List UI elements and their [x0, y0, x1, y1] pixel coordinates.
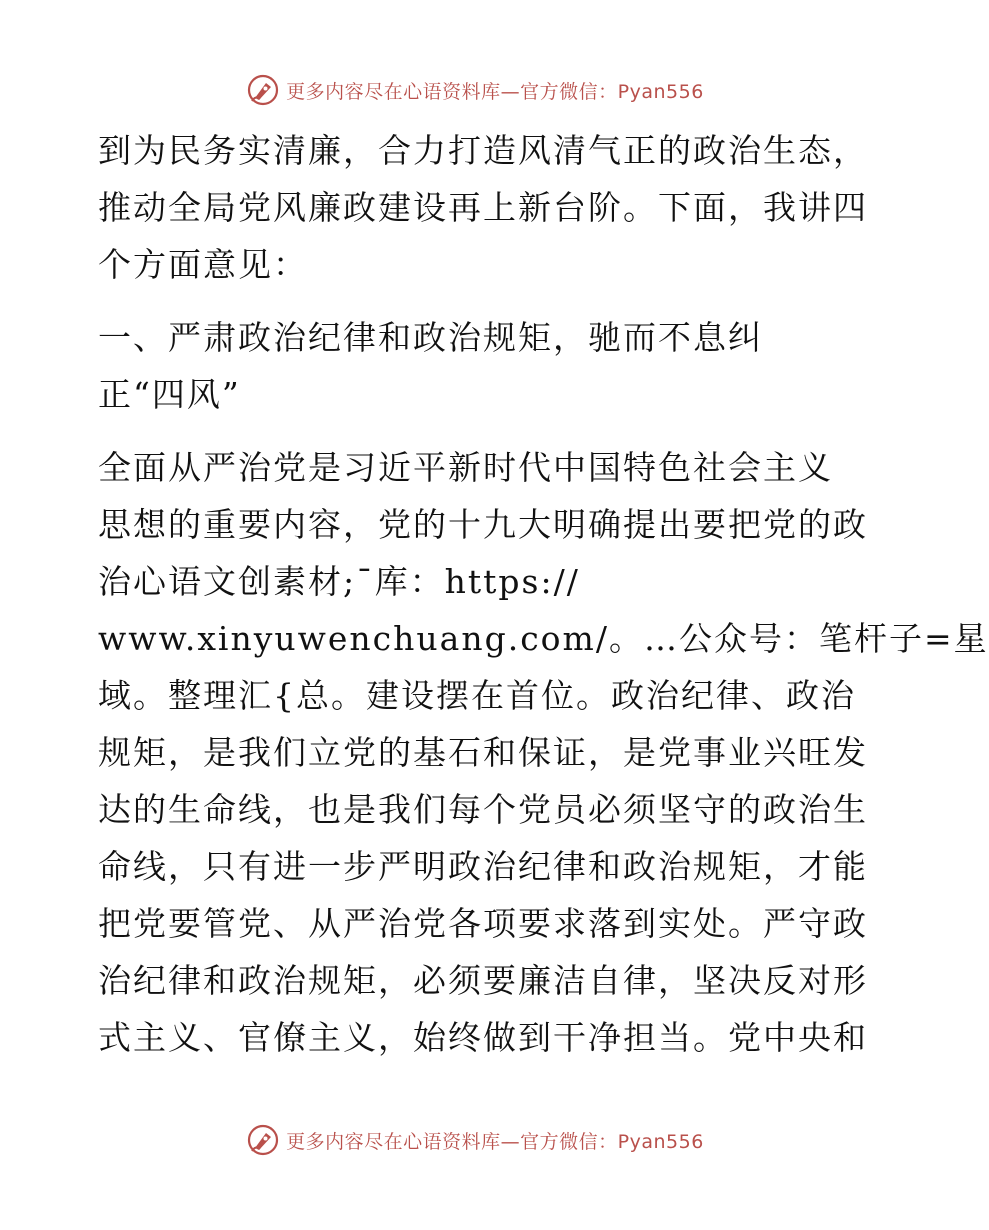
text-line: 到为民务实清廉，合力打造风清气正的政治生态，	[98, 131, 868, 170]
text-line: 推动全局党风廉政建设再上新台阶。下面，我讲四	[98, 188, 868, 227]
text-line: 治纪律和政治规矩，必须要廉洁自律，坚决反对形	[98, 961, 868, 1000]
text-line: 式主义、官僚主义，始终做到干净担当。党中央和	[98, 1018, 868, 1057]
text-line: 治心语文创素材;¯库：https://	[98, 562, 580, 601]
header-banner	[0, 70, 950, 110]
footer-banner	[0, 1120, 950, 1160]
pen-nib-logo-icon	[246, 1123, 280, 1157]
text-line: 域。整理汇{总。建设摆在首位。政治纪律、政治	[98, 676, 856, 715]
header-banner-text: 更多内容尽在心语资料库—官方微信：Pyan556	[286, 80, 704, 103]
text-line: 规矩，是我们立党的基石和保证，是党事业兴旺发	[98, 733, 868, 772]
section-heading-line: 一、严肃政治纪律和政治规矩，驰而不息纠	[98, 318, 763, 357]
pen-nib-logo-icon	[246, 73, 280, 107]
text-line: 命线，只有进一步严明政治纪律和政治规矩，才能	[98, 847, 868, 886]
text-line: 个方面意见：	[98, 245, 308, 284]
document-body	[98, 122, 989, 1066]
footer-banner-text: 更多内容尽在心语资料库—官方微信：Pyan556	[286, 1130, 704, 1153]
text-line: www.xinyuwenchuang.com/。…公众号：笔杆子=星	[98, 619, 989, 658]
section-heading-line: 正“四风”	[98, 375, 241, 414]
text-line: 把党要管党、从严治党各项要求落到实处。严守政	[98, 904, 868, 943]
text-line: 全面从严治党是习近平新时代中国特色社会主义	[98, 448, 833, 487]
text-line: 思想的重要内容，党的十九大明确提出要把党的政	[98, 505, 868, 544]
text-line: 达的生命线，也是我们每个党员必须坚守的政治生	[98, 790, 868, 829]
